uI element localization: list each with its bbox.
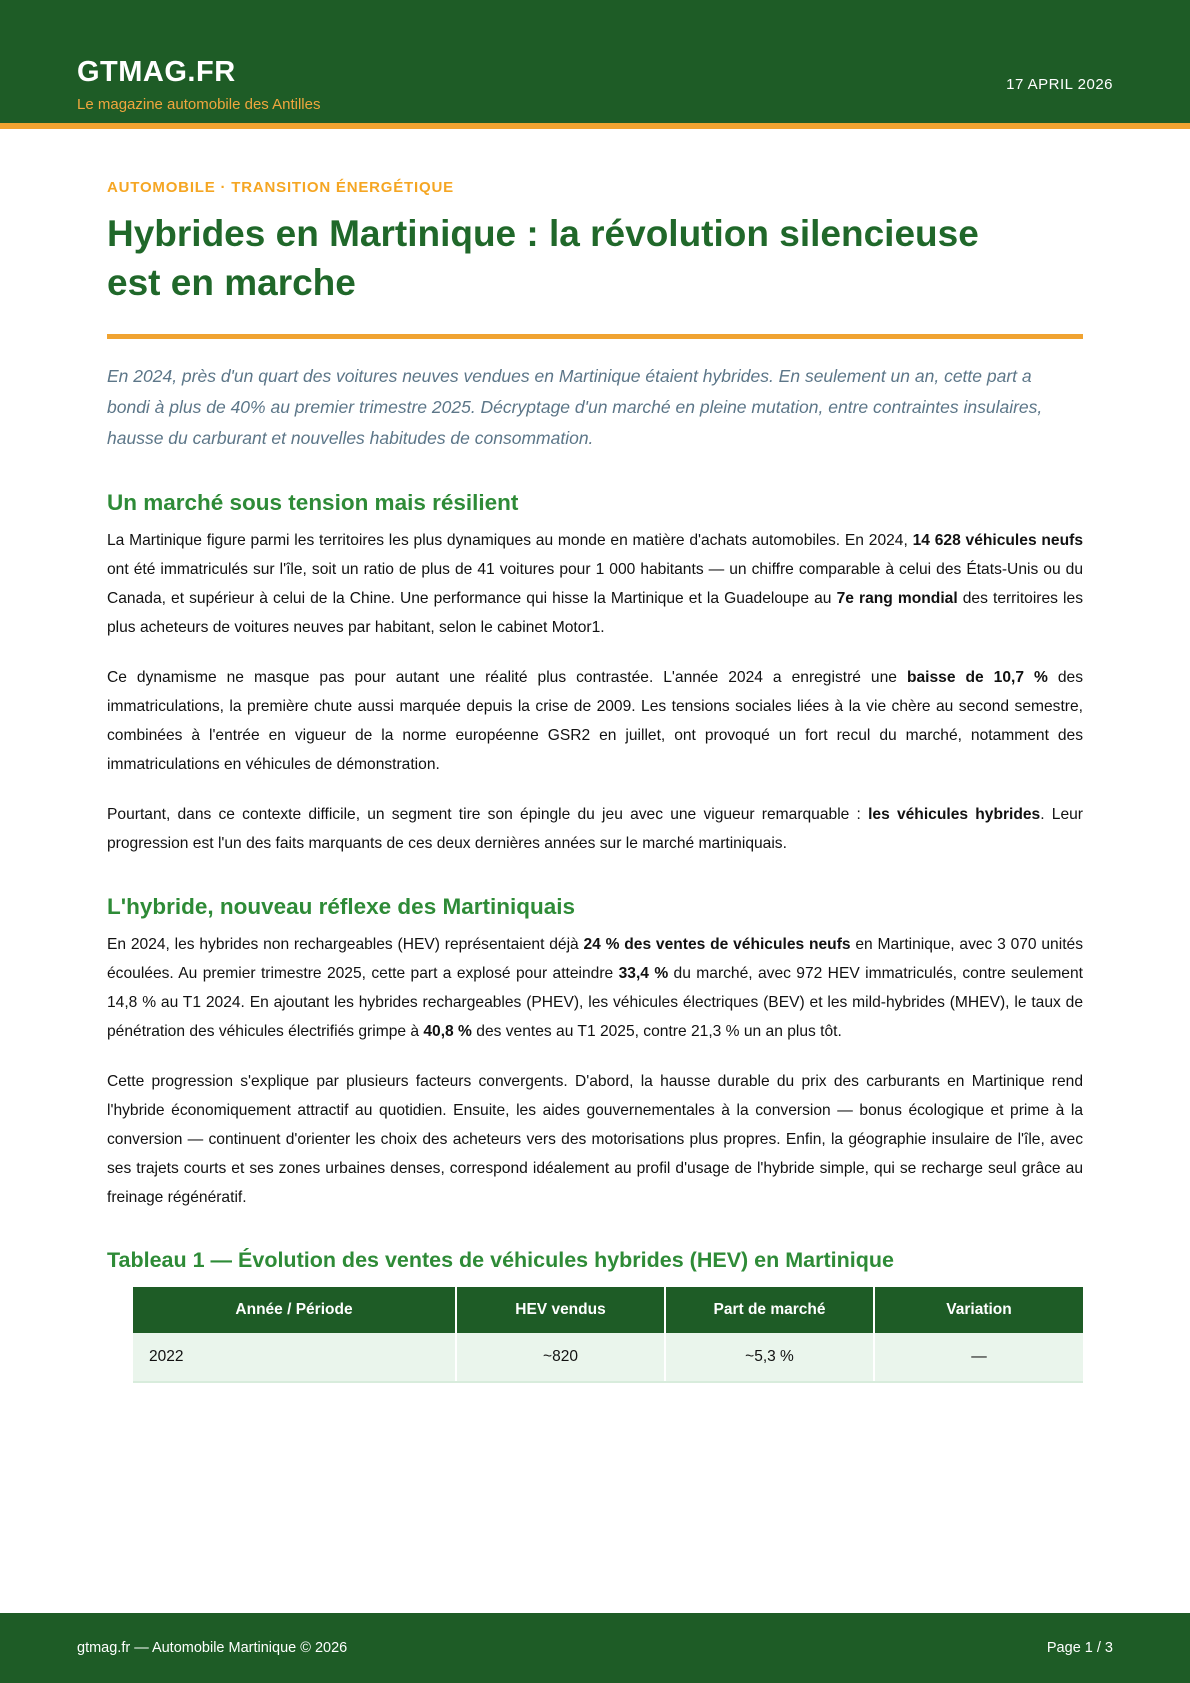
table-header-hev-vendus: HEV vendus [456,1287,665,1333]
table-header-annee: Année / Période [133,1287,456,1333]
page-footer [0,1613,1190,1683]
footer-page-number: Page 1 / 3 [1046,1640,1113,1656]
hev-sales-table [133,1287,1083,1383]
section-heading: L'hybride, nouveau réflexe des Martiniquais [107,893,575,919]
table-header-variation: Variation [874,1287,1083,1333]
table-header-part-marche: Part de marché [665,1287,874,1333]
table-cell-annee: 2022 [133,1333,456,1382]
table-row [133,1333,1083,1382]
hev-sales-table-wrap [133,1287,1083,1383]
article-content [0,129,1190,1613]
table-title: Tableau 1 — Évolution des ventes de véhicules hybrides (HEV) en Martinique [107,1247,894,1272]
masthead [0,0,1190,129]
brand-tagline: Le magazine automobile des Antilles [77,96,321,113]
table-cell-hev-vendus: ~820 [456,1333,665,1382]
body-paragraph: Cette progression s'explique par plusieurs facteurs convergents. D'abord, la hausse durable du prix des carburants en Martinique rend l'hybride économiquement attractif au quotidien. Ensuite, les aides gouvernementales à la conversion — bonus écologique et prime à la conversion — continuent d'orienter les choix des acheteurs vers des motorisations plus propres. Enfin, la géographie insulaire de l'île, avec ses trajets courts et ses zones urbaines denses, correspond idéalement au profil d'usage de l'hybride simple, qui se recharge seul grâce au freinage régénératif. [107,1072,1083,1206]
brand-block [77,56,321,123]
footer-copyright: gtmag.fr — Automobile Martinique © 2026 [77,1640,348,1656]
body-paragraph: Ce dynamisme ne masque pas pour autant une réalité plus contrastée. L'année 2024 a enregistré une baisse de 10,7 % des immatriculations, la première chute aussi marquée depuis la crise de 2009. Les tensions sociales liées à la vie chère au second semestre, combinées à l'entrée en vigueur de la norme européenne GSR2 en juillet, ont provoqué un fort recul du marché, notamment des immatriculations en véhicules de démonstration. [107,668,1083,773]
table-cell-part-marche: ~5,3 % [665,1333,874,1382]
issue-date: 17 APRIL 2026 [1006,76,1113,93]
title-rule-divider [107,334,1083,339]
table-header-row [133,1287,1083,1333]
body-paragraph: Pourtant, dans ce contexte difficile, un segment tire son épingle du jeu avec une vigueur remarquable : les véhicules hybrides. Leur progression est l'un des faits marquants de ces deux dernières années sur le marché martiniquais. [107,805,1083,852]
section-marche-sous-tension [107,490,1083,858]
body-paragraph: La Martinique figure parmi les territoires les plus dynamiques au monde en matière d'achats automobiles. En 2024, 14 628 véhicules neufs ont été immatriculés sur l'île, soit un ratio de plus de 41 voitures pour 1 000 habitants — un chiffre comparable à celui des États-Unis ou du Canada, et supérieur à celui de la Chine. Une performance qui hisse la Martinique et la Guadeloupe au 7e rang mondial des territoires les plus acheteurs de voitures neuves par habitant, selon le cabinet Motor1. [107,531,1083,636]
body-paragraph: En 2024, les hybrides non rechargeables (HEV) représentaient déjà 24 % des ventes de véhicules neufs en Martinique, avec 3 070 unités écoulées. Au premier trimestre 2025, cette part a explosé pour atteindre 33,4 % du marché, avec 972 HEV immatriculés, contre seulement 14,8 % au T1 2024. En ajoutant les hybrides rechargeables (PHEV), les véhicules électriques (BEV) et les mild-hybrides (MHEV), le taux de pénétration des véhicules électrifiés grimpe à 40,8 % des ventes au T1 2025, contre 21,3 % un an plus tôt. [107,935,1083,1040]
section-heading: Un marché sous tension mais résilient [107,489,519,515]
article-category: AUTOMOBILE · TRANSITION ÉNERGÉTIQUE [107,179,454,196]
article-title: Hybrides en Martinique : la révolution silencieuse est en marche [107,213,979,303]
section-hybride-reflexe [107,894,1083,1212]
table-cell-variation: — [874,1333,1083,1382]
article-lede: En 2024, près d'un quart des voitures neuves vendues en Martinique étaient hybrides. En seulement un an, cette part a bondi à plus de 40% au premier trimestre 2025. Décryptage d'un marché en pleine mutation, entre contraintes insulaires, hausse du carburant et nouvelles habitudes de consommation. [107,365,1043,448]
brand-name: GTMAG.FR [77,56,236,88]
